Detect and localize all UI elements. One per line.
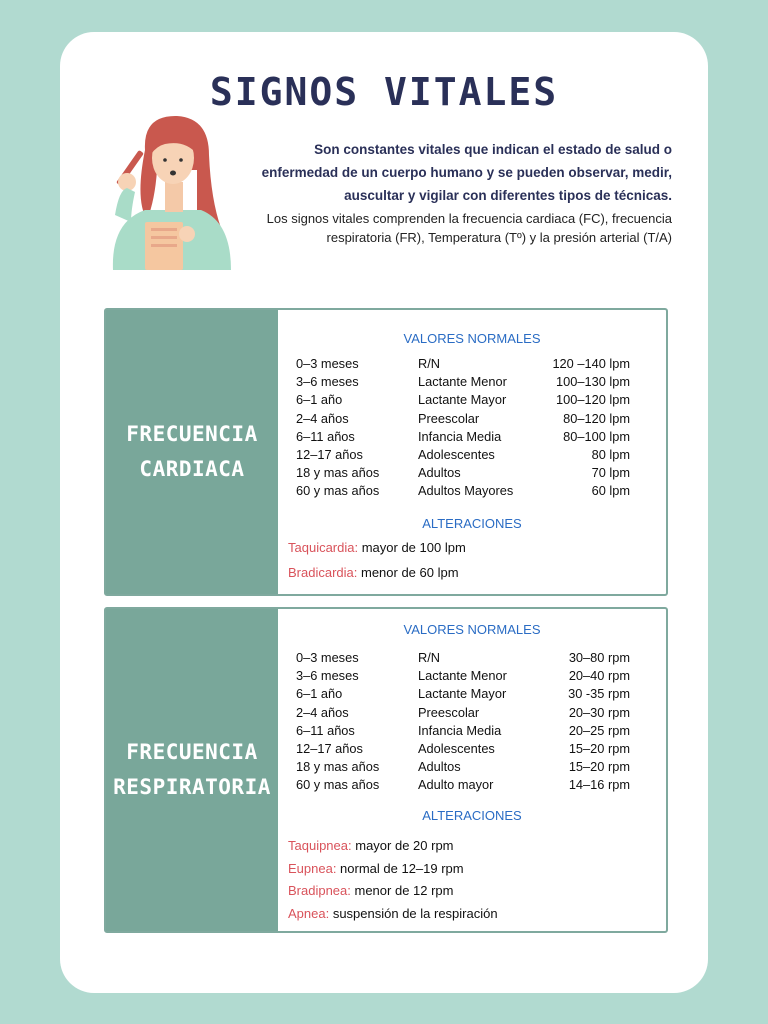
table-row <box>296 759 630 777</box>
alteration-item <box>288 838 454 853</box>
stage-cell: Infancia Media <box>418 428 502 444</box>
section-frecuencia-cardiaca <box>104 308 668 596</box>
table-row <box>296 447 630 465</box>
age-cell: 0–3 meses <box>296 356 359 371</box>
alteration-item <box>288 540 466 555</box>
alteration-desc: menor de 12 rpm <box>350 883 454 898</box>
table-row <box>296 723 630 741</box>
value-cell: 80–100 lpm <box>563 428 630 444</box>
table-row <box>296 650 630 668</box>
table-row <box>296 356 630 374</box>
label-line-1: FRECUENCIA <box>126 740 258 764</box>
value-cell: 20–25 rpm <box>568 722 630 738</box>
table-row <box>296 483 630 501</box>
alteration-desc: mayor de 100 lpm <box>358 540 466 555</box>
value-cell: 15–20 rpm <box>568 740 630 756</box>
value-cell: 70 lpm <box>591 465 630 481</box>
stage-cell: Preescolar <box>418 410 480 426</box>
age-cell: 3–6 meses <box>296 668 359 684</box>
alterations-heading: ALTERACIONES <box>422 516 522 531</box>
age-cell: 12–17 años <box>296 740 363 756</box>
stage-cell: Lactante Mayor <box>418 686 507 702</box>
age-cell: 3–6 meses <box>296 374 359 390</box>
age-cell: 6–1 año <box>296 686 343 702</box>
age-cell: 2–4 años <box>296 410 349 426</box>
normal-values-heading: VALORES NORMALES <box>403 331 541 346</box>
alteration-term: Eupnea: <box>288 861 337 876</box>
value-cell: 80–120 lpm <box>563 410 630 426</box>
alteration-term: Bradicardia: <box>288 565 358 580</box>
section-label <box>106 310 278 594</box>
value-cell: 120 –140 lpm <box>552 356 630 371</box>
alteration-item <box>288 861 464 876</box>
value-cell: 100–130 lpm <box>556 374 630 390</box>
value-cell: 30 -35 rpm <box>568 686 630 702</box>
stage-cell: Lactante Menor <box>418 374 507 390</box>
value-cell: 60 lpm <box>591 483 630 499</box>
table-row <box>296 374 630 392</box>
table-row <box>296 392 630 410</box>
section-frecuencia-respiratoria <box>104 607 668 933</box>
age-cell: 60 y mas años <box>296 777 380 793</box>
label-line-1: FRECUENCIA <box>126 422 258 446</box>
stage-cell: Lactante Mayor <box>418 392 507 408</box>
age-cell: 6–1 año <box>296 392 343 408</box>
age-cell: 12–17 años <box>296 446 363 462</box>
value-cell: 20–30 rpm <box>568 704 630 720</box>
stage-cell: Adultos Mayores <box>418 483 514 499</box>
table-row <box>296 705 630 723</box>
age-cell: 18 y mas años <box>296 465 380 481</box>
alterations-heading: ALTERACIONES <box>422 808 522 823</box>
alteration-desc: menor de 60 lpm <box>357 565 459 580</box>
stage-cell: Adolescentes <box>418 446 495 462</box>
stage-cell: Adolescentes <box>418 740 495 756</box>
alteration-term: Bradipnea: <box>288 883 351 898</box>
table-row <box>296 465 630 483</box>
label-line-2: CARDIACA <box>139 457 245 481</box>
alteration-term: Apnea: <box>288 906 330 921</box>
intro-regular-text: Los signos vitales comprenden la frecuencia cardiaca (FC), frecuencia respiratoria (FR), Temperatura (Tº) y la presión arterial (T/A) <box>266 211 672 245</box>
label-line-2: RESPIRATORIA <box>113 775 271 799</box>
stage-cell: R/N <box>418 650 441 665</box>
stage-cell: Adultos <box>418 759 461 775</box>
value-cell: 30–80 rpm <box>568 650 630 665</box>
value-cell: 20–40 rpm <box>568 668 630 684</box>
table-row <box>296 741 630 759</box>
age-cell: 6–11 años <box>296 722 355 738</box>
section-label <box>106 609 278 931</box>
age-cell: 60 y mas años <box>296 483 380 499</box>
values-table <box>296 650 630 796</box>
age-cell: 6–11 años <box>296 428 355 444</box>
alteration-term: Taquicardia: <box>288 540 359 555</box>
value-cell: 100–120 lpm <box>556 392 630 408</box>
woman-with-clipboard-icon <box>105 110 235 270</box>
table-row <box>296 777 630 795</box>
info-card <box>60 32 708 993</box>
value-cell: 14–16 rpm <box>568 777 630 793</box>
table-row <box>296 686 630 704</box>
stage-cell: R/N <box>418 356 441 371</box>
values-table <box>296 356 630 502</box>
alteration-desc: normal de 12–19 rpm <box>336 861 464 876</box>
value-cell: 15–20 rpm <box>568 759 630 775</box>
age-cell: 18 y mas años <box>296 759 380 775</box>
table-row <box>296 668 630 686</box>
alteration-item <box>288 883 454 898</box>
age-cell: 0–3 meses <box>296 650 359 665</box>
stage-cell: Preescolar <box>418 704 480 720</box>
value-cell: 80 lpm <box>591 446 630 462</box>
section-content <box>278 310 666 594</box>
table-row <box>296 429 630 447</box>
alteration-desc: mayor de 20 rpm <box>351 838 454 853</box>
alteration-item <box>288 565 459 580</box>
alteration-desc: suspensión de la respiración <box>329 906 498 921</box>
page-title: SIGNOS VITALES <box>209 70 559 114</box>
alteration-item <box>288 906 498 921</box>
stage-cell: Infancia Media <box>418 722 502 738</box>
table-row <box>296 411 630 429</box>
section-content <box>278 609 666 931</box>
normal-values-heading: VALORES NORMALES <box>403 622 541 637</box>
stage-cell: Lactante Menor <box>418 668 507 684</box>
stage-cell: Adultos <box>418 465 461 481</box>
stage-cell: Adulto mayor <box>418 777 494 793</box>
alteration-term: Taquipnea: <box>288 838 352 853</box>
age-cell: 2–4 años <box>296 704 349 720</box>
intro-bold-text: Son constantes vitales que indican el estado de salud o enfermedad de un cuerpo humano y se pueden observar, medir, auscultar y vigilar con diferentes tipos de técnicas. <box>261 142 672 203</box>
